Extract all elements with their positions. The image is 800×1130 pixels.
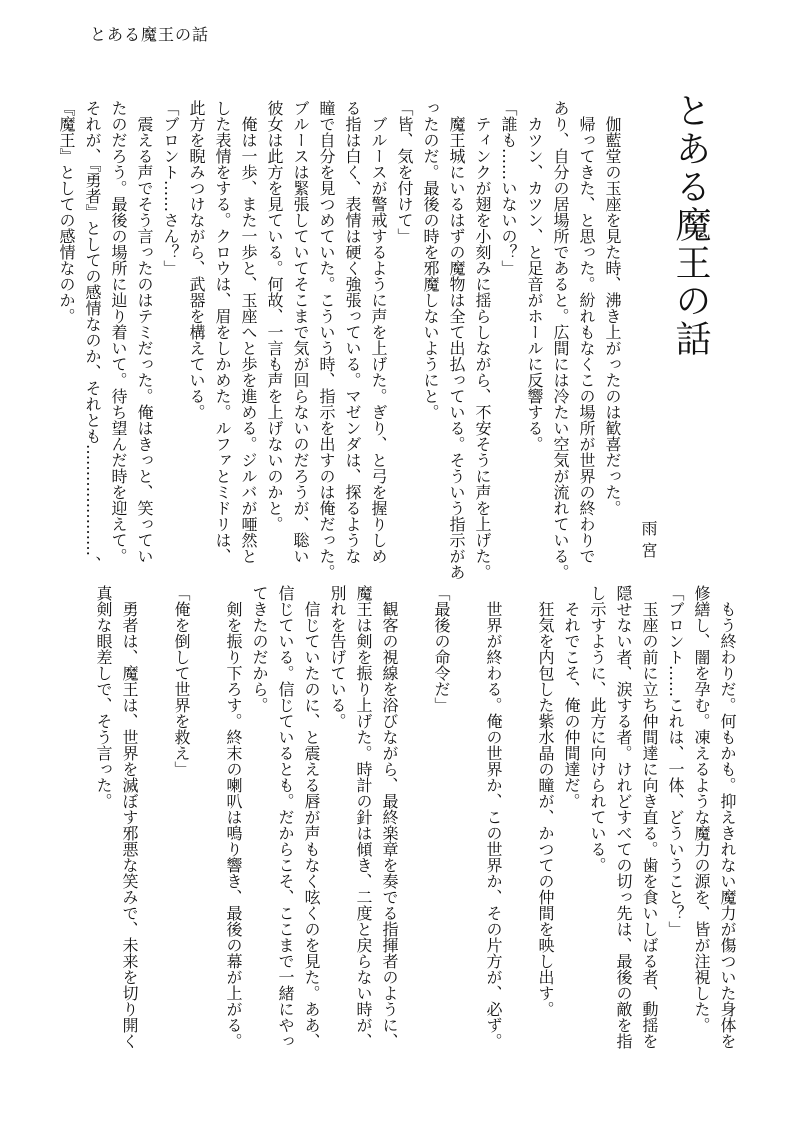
text-line: 信じている。信じているとも。だからこそ、ここまで一緒にやっ	[276, 585, 295, 1049]
text-line: 狂気を内包した紫水晶の瞳が、かつての仲間を映し出す。	[536, 585, 555, 1017]
text-line: ったのだ。最後の時を邪魔しないようにと。	[421, 100, 440, 420]
story-title: とある魔王の話	[670, 92, 711, 358]
text-line: 真剣な眼差しで、そう言った。	[94, 585, 113, 809]
text-line: 「ブロント……これは、一体、どういうこと？」	[666, 585, 685, 937]
text-line: 「誰も……いないの？」	[499, 100, 518, 276]
text-line: 世界が終わる。俺の世界か、この世界か、その片方が、必ず。	[484, 585, 503, 1049]
text-line: る指は白く、表情は硬く強張っている。マゼンダは、探るような	[343, 100, 362, 564]
text-line	[402, 585, 428, 1055]
text-line: ブルースは緊張していてそこまで気が回らないのだろうが、聡い	[291, 100, 310, 564]
text-line: 別れを告げている。	[328, 585, 347, 729]
text-line: もう終わりだ。何もかも。抑えきれない魔力が傷ついた身体を	[718, 585, 737, 1049]
text-line: 魔王城にいるはずの魔物は全て出払っている。そういう指示があ	[447, 100, 466, 580]
text-line: 隠せない者、涙する者。けれどすべての切っ先は、最後の敵を指	[614, 585, 633, 1049]
text-line: ブルースが警戒するように声を上げた。ぎり、と弓を握りしめ	[369, 100, 388, 564]
text-line: 剣を振り下ろす。終末の喇叭は鳴り響き、最後の幕が上がる。	[224, 585, 243, 1049]
text-line: それでこそ、俺の仲間達だ。	[562, 585, 581, 809]
text-line: 観客の視線を浴びながら、最終楽章を奏でる指揮者のように、	[380, 585, 399, 1049]
running-header: とある魔王の話	[90, 25, 210, 44]
text-line	[506, 585, 532, 1055]
text-line: した表情をする。クロウは、眉をしかめた。ルファとミドリは、	[213, 100, 232, 564]
text-line: あり、自分の居場所であると。広間には冷たい空気が流れている。	[551, 100, 570, 580]
text-line: 信じていたのに、と震える唇が声もなく呟くのを見た。ああ、	[302, 585, 321, 1049]
author-name: 雨宮	[639, 520, 658, 564]
text-line: 「俺を倒して世界を救え」	[172, 585, 191, 777]
text-line: それが、『勇者』としての感情なのか、それとも…………………、	[83, 100, 102, 572]
text-line	[194, 585, 220, 1055]
text-line: 修繕し、闇を孕む。凍えるような魔力の源を、皆が注視した。	[692, 585, 711, 1033]
text-line: 帰ってきた、と思った。紛れもなくこの場所が世界の終わりで	[577, 100, 596, 564]
text-line: 「ブロント……さん？」	[161, 100, 180, 276]
text-line: 伽藍堂の玉座を見た時、沸き上がったのは歓喜だった。	[603, 100, 622, 516]
text-line: 瞳で自分を見つめていた。こういう時、指示を出すのは俺だった。	[317, 100, 336, 580]
text-line: 『魔王』としての感情なのか。	[57, 100, 76, 324]
text-line: ティンクが翅を小刻みに揺らしながら、不安そうに声を上げた。	[473, 100, 492, 580]
text-line: 勇者は、魔王は、世界を滅ぼす邪悪な笑みで、未来を切り開く	[120, 585, 139, 1049]
text-line: し示すように、此方に向けられている。	[588, 585, 607, 873]
text-line	[142, 585, 168, 1055]
text-line: 彼女は此方を見ている。何故、一言も声を上げないのかと。	[265, 100, 284, 532]
upper-text-block	[53, 100, 625, 580]
text-line: てきたのだから。	[250, 585, 269, 713]
lower-text-block	[90, 585, 740, 1055]
text-line	[454, 585, 480, 1055]
text-line: たのだろう。最後の場所に辿り着いて。待ち望んだ時を迎えて。	[109, 100, 128, 564]
text-line: 「最後の命令だ」	[432, 585, 451, 713]
text-line: カツン、カツン、と足音がホールに反響する。	[525, 100, 544, 452]
text-line: 魔王は剣を振り上げた。時計の針は傾き、二度と戻らない時が、	[354, 585, 373, 1049]
text-line: 玉座の前に立ち仲間達に向き直る。歯を食いしばる者、動揺を	[640, 585, 659, 1049]
text-line: 此方を睨みつけながら、武器を構えている。	[187, 100, 206, 420]
text-line: 震える声でそう言ったのはテミだった。俺はきっと、笑ってい	[135, 100, 154, 564]
text-line: 「皆、気を付けて」	[395, 100, 414, 244]
text-line: 俺は一歩、また一歩と、玉座へと歩を進める。ジルバが唖然と	[239, 100, 258, 564]
